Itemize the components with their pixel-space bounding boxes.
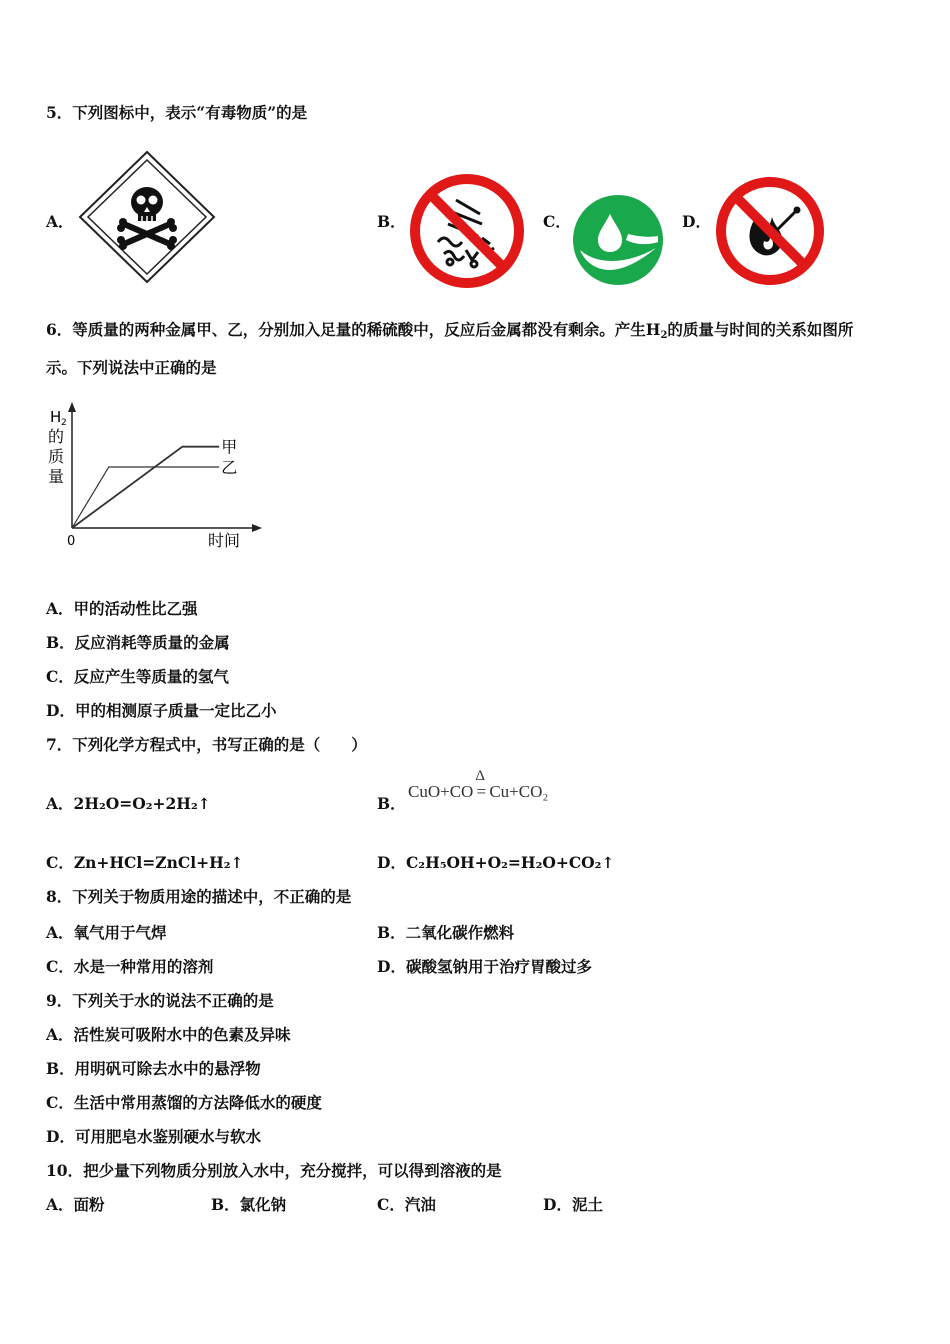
q5-option-d-label[interactable]: D．: [682, 212, 711, 231]
q7-option-b-formula: CuO+CO Δ = Cu+CO₂: [408, 768, 549, 801]
q6-option-a[interactable]: A．甲的活动性比乙强: [46, 599, 198, 618]
y-label-2: 质: [48, 447, 65, 466]
q7-option-b-label[interactable]: B．: [377, 794, 406, 813]
q8-option-d[interactable]: D．碳酸氢钠用于治疗胃酸过多: [377, 957, 592, 976]
q8-option-b[interactable]: B．二氧化碳作燃料: [377, 923, 515, 942]
q8-option-a[interactable]: A．氧气用于气焊: [46, 923, 167, 942]
q10-option-d[interactable]: D．泥土: [543, 1195, 603, 1214]
q8-stem: 8．下列关于物质用途的描述中，不正确的是: [46, 887, 352, 906]
x-label: 时间: [208, 531, 241, 550]
h2-time-chart: [40, 400, 270, 560]
q5-option-a-label[interactable]: A．: [46, 212, 74, 231]
q9-option-a[interactable]: A．活性炭可吸附水中的色素及异味: [46, 1025, 291, 1044]
q10-option-a[interactable]: A．面粉: [46, 1195, 105, 1214]
q9-option-b[interactable]: B．用明矾可除去水中的悬浮物: [46, 1059, 261, 1078]
series-label-yi: 乙: [221, 458, 238, 477]
q10-option-b[interactable]: B．氯化钠: [211, 1195, 287, 1214]
y-label-sub: 2: [61, 418, 67, 428]
toxic-skull-diamond-icon: [78, 150, 216, 284]
no-littering-prohibition-icon: [408, 172, 526, 290]
q7-option-d[interactable]: D．C₂H₅OH+O₂=H₂O+CO₂↑: [377, 853, 615, 872]
x-axis-arrow: [252, 524, 262, 532]
no-open-flame-prohibition-icon: [714, 175, 826, 287]
y-label-h: H: [50, 408, 62, 426]
q6-option-d[interactable]: D．甲的相测原子质量一定比乙小: [46, 701, 277, 720]
q6-option-b[interactable]: B．反应消耗等质量的金属: [46, 633, 230, 652]
y-axis-arrow: [68, 402, 76, 412]
series-label-jia: 甲: [221, 437, 238, 457]
q5-stem: 5．下列图标中，表示“有毒物质”的是: [46, 103, 308, 122]
q10-stem: 10．把少量下列物质分别放入水中，充分搅拌，可以得到溶液的是: [46, 1161, 502, 1180]
y-label-3: 量: [48, 467, 65, 486]
q6-option-c[interactable]: C．反应产生等质量的氢气: [46, 667, 229, 686]
q9-option-c[interactable]: C．生活中常用蒸馏的方法降低水的硬度: [46, 1093, 322, 1112]
q9-option-d[interactable]: D．可用肥皂水鉴别硬水与软水: [46, 1127, 261, 1146]
q10-option-c[interactable]: C．汽油: [377, 1195, 436, 1214]
origin-label: 0: [67, 534, 76, 549]
q8-option-c[interactable]: C．水是一种常用的溶剂: [46, 957, 214, 976]
series-line-jia: [72, 447, 219, 528]
q6-stem-line2: 示。下列说法中正确的是: [46, 358, 217, 377]
q7-stem: 7．下列化学方程式中，书写正确的是（ ）: [46, 735, 367, 754]
q7-option-c[interactable]: C．Zn+HCl=ZnCl+H₂↑: [46, 853, 244, 872]
y-label-1: 的: [48, 427, 65, 446]
q7-option-a[interactable]: A．2H₂O=O₂+2H₂↑: [46, 794, 211, 813]
q6-stem-line1: 6．等质量的两种金属甲、乙，分别加入足量的稀硫酸中，反应后金属都没有剩余。产生$H_2$的质量与时间的关系如图所: [46, 320, 854, 341]
series-line-yi: [72, 467, 219, 528]
q9-stem: 9．下列关于水的说法不正确的是: [46, 991, 274, 1010]
q5-option-b-label[interactable]: B．: [377, 212, 406, 231]
q5-option-c-label[interactable]: C．: [543, 212, 571, 231]
water-saving-green-circle-icon: [570, 192, 666, 288]
